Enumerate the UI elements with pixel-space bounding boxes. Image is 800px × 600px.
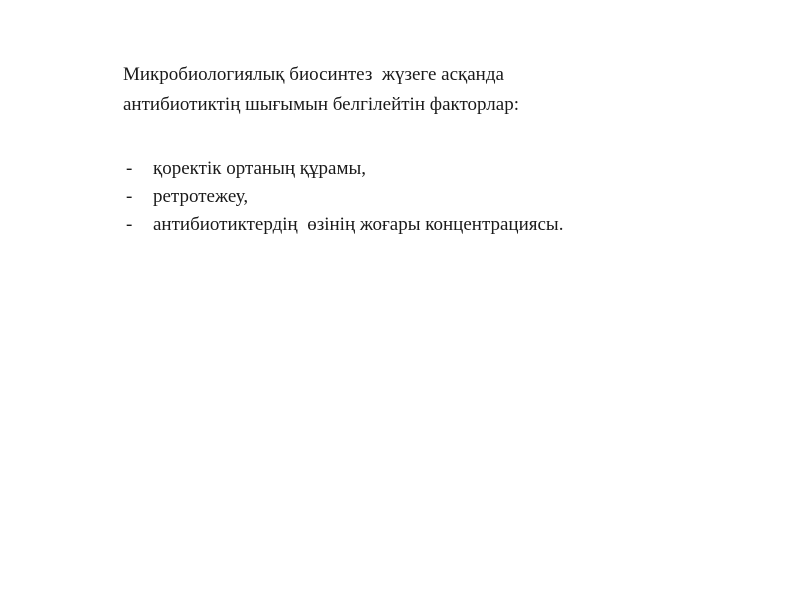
heading-line-1: Микробиологиялық биосинтез жүзеге асқанда xyxy=(123,64,504,85)
list-item xyxy=(123,183,563,211)
list-item xyxy=(123,211,563,239)
dash-bullet: - xyxy=(126,214,133,235)
slide-heading xyxy=(123,60,519,120)
factor-text: қоректік ортаның құрамы, xyxy=(153,158,366,179)
list-item xyxy=(123,155,563,183)
dash-bullet: - xyxy=(126,186,133,207)
heading-line-2: антибиотиктің шығымын белгілейтін факторлар: xyxy=(123,94,519,115)
factor-text: ретротежеу, xyxy=(153,186,249,207)
factor-text: антибиотиктердің өзінің жоғары концентрациясы. xyxy=(153,214,564,235)
dash-bullet: - xyxy=(126,158,133,179)
factor-list xyxy=(123,155,563,239)
